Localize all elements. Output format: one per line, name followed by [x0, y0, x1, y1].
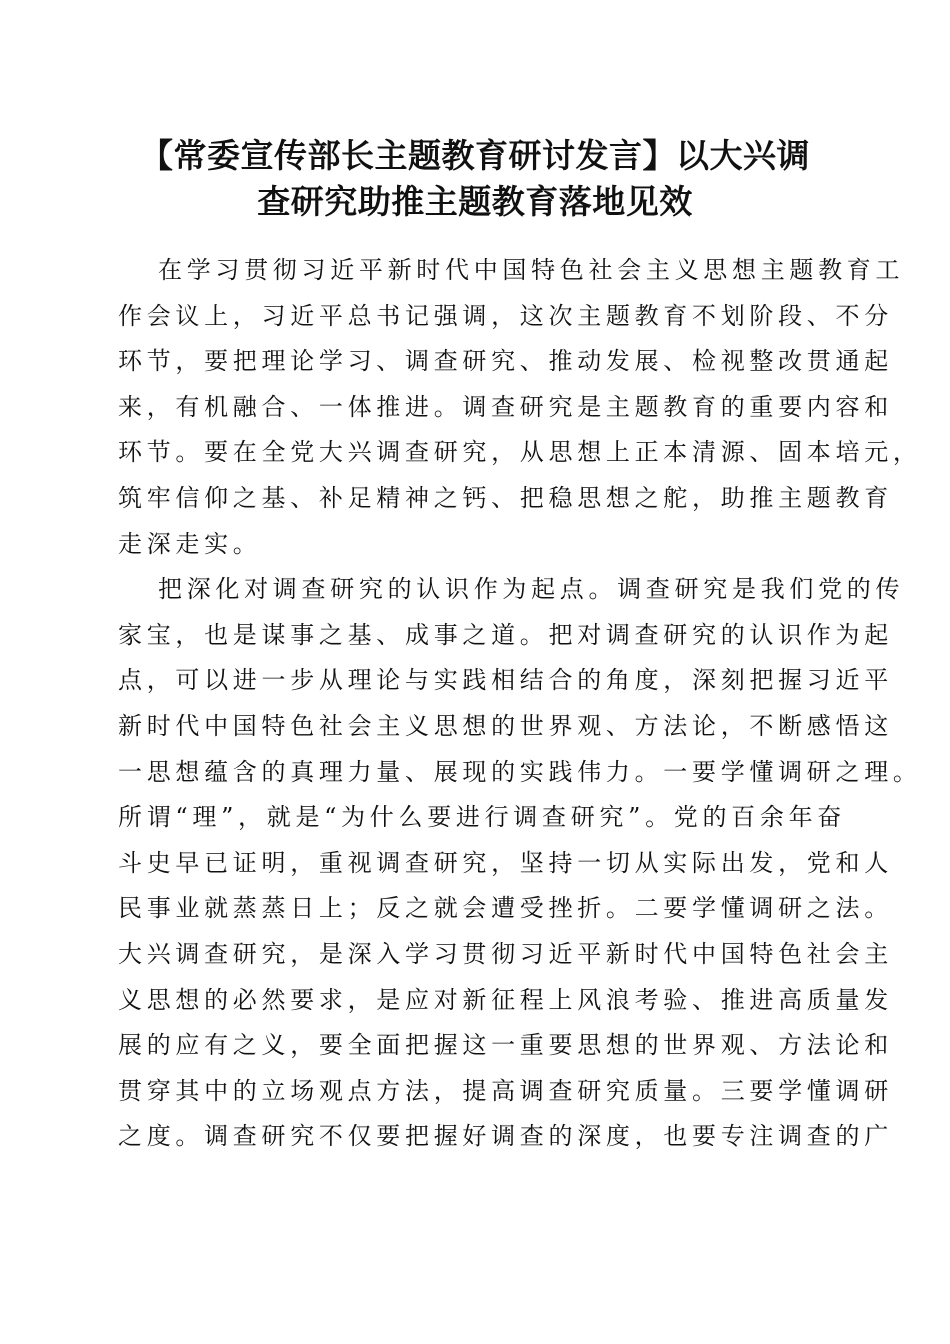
paragraph-line: 民事业就蒸蒸日上；反之就会遭受挫折。二要学懂调研之法。 [118, 894, 893, 923]
title-line-1: 【常委宣传部长主题教育研讨发言】以大兴调 [140, 136, 810, 175]
paragraph-line: 环节，要把理论学习、调查研究、推动发展、检视整改贯通起 [118, 347, 893, 376]
paragraph-line: 筑牢信仰之基、补足精神之钙、把稳思想之舵，助推主题教育 [118, 483, 893, 512]
paragraph-line: 走深走实。 [118, 529, 262, 558]
paragraph-line: 贯穿其中的立场观点方法，提高调查研究质量。三要学懂调研 [118, 1076, 893, 1105]
paragraph-line: 在学习贯彻习近平新时代中国特色社会主义思想主题教育工 [158, 256, 905, 284]
paragraph-line: 义思想的必然要求，是应对新征程上风浪考验、推进高质量发 [118, 985, 893, 1014]
paragraph-line: 斗史早已证明，重视调查研究，坚持一切从实际出发，党和人 [118, 848, 893, 877]
paragraph-line: 一思想蕴含的真理力量、展现的实践伟力。一要学懂调研之理。 [118, 757, 922, 786]
paragraph-line: 来，有机融合、一体推进。调查研究是主题教育的重要内容和 [118, 392, 893, 421]
document-body [118, 248, 922, 1160]
document-title [100, 133, 850, 225]
paragraph-line: 大兴调查研究，是深入学习贯彻习近平新时代中国特色社会主 [118, 939, 893, 968]
paragraph-line: 所谓“理”，就是“为什么要进行调查研究”。党的百余年奋 [118, 803, 846, 832]
paragraph-line: 新时代中国特色社会主义思想的世界观、方法论，不断感悟这 [118, 711, 893, 740]
paragraph-2 [118, 567, 922, 1160]
paragraph-line: 之度。调查研究不仅要把握好调查的深度，也要专注调查的广 [118, 1122, 893, 1151]
paragraph-1 [118, 248, 922, 567]
title-line-2: 查研究助推主题教育落地见效 [257, 182, 693, 221]
paragraph-line: 环节。要在全党大兴调查研究，从思想上正本清源、固本培元， [118, 438, 922, 467]
paragraph-line: 把深化对调查研究的认识作为起点。调查研究是我们党的传 [158, 575, 905, 604]
paragraph-line: 点，可以进一步从理论与实践相结合的角度，深刻把握习近平 [118, 666, 893, 695]
paragraph-line: 展的应有之义，要全面把握这一重要思想的世界观、方法论和 [118, 1031, 893, 1060]
paragraph-line: 作会议上，习近平总书记强调，这次主题教育不划阶段、不分 [118, 301, 893, 330]
paragraph-line: 家宝，也是谋事之基、成事之道。把对调查研究的认识作为起 [118, 620, 893, 649]
